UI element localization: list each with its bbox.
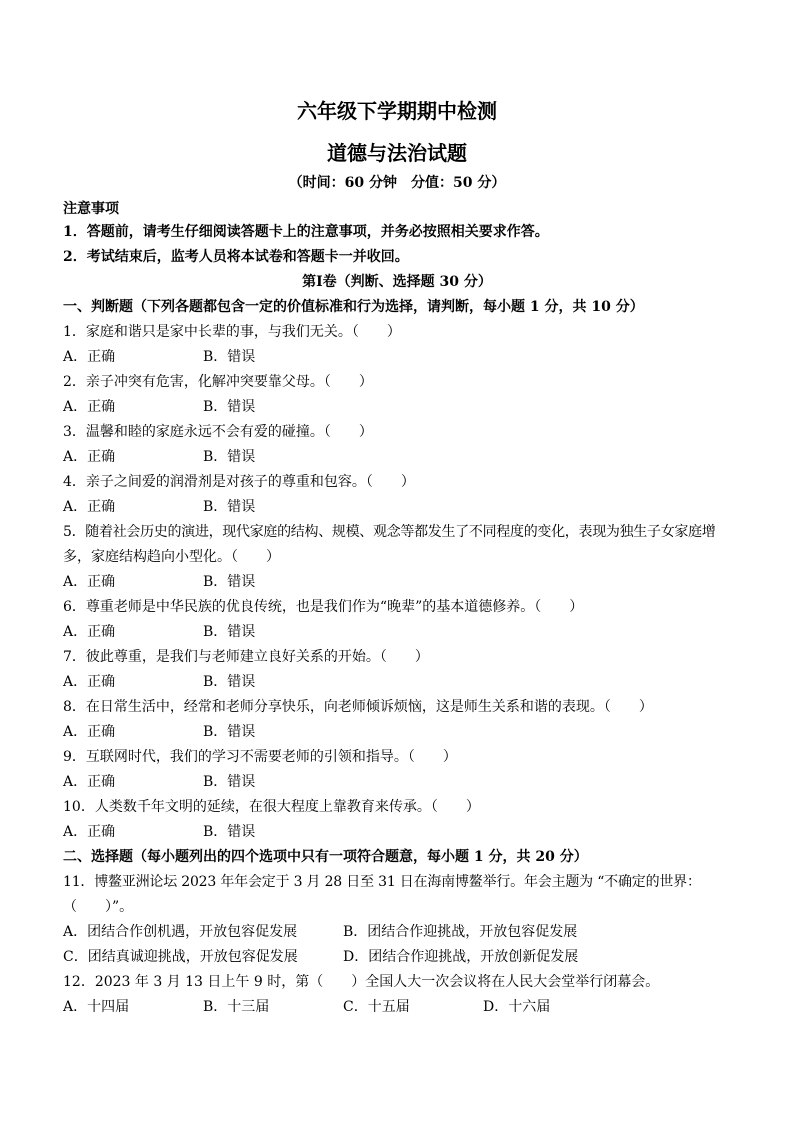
section1-title: 一、判断题（下列各题都包含一定的价值标准和行为选择，请判断，每小题 1 分，共 10 分） xyxy=(63,299,644,315)
q7-option-b: B．错误 xyxy=(203,674,256,690)
q12-option-c: C．十五届 xyxy=(343,999,410,1015)
q10-option-a: A．正确 xyxy=(63,824,116,840)
q11-option-d: D．团结合作迎挑战，开放创新促发展 xyxy=(343,949,579,965)
volume-title: 第Ⅰ卷（判断、选择题 30 分） xyxy=(302,274,492,290)
question-1: 1．家庭和谐只是家中长辈的事，与我们无关。（ ） xyxy=(63,324,401,340)
q4-option-b: B．错误 xyxy=(203,499,256,515)
question-3: 3．温馨和睦的家庭永远不会有爱的碰撞。（ ） xyxy=(63,424,373,440)
question-5: 5．随着社会历史的演进，现代家庭的结构、规模、观念等都发生了不同程度的变化，表现为独生子女家庭增 xyxy=(63,524,716,540)
q2-option-b: B．错误 xyxy=(203,399,256,415)
time-score-info: （时间：60 分钟 分值：50 分） xyxy=(288,175,506,191)
q5-option-b: B．错误 xyxy=(203,574,256,590)
q6-option-b: B．错误 xyxy=(203,624,256,640)
question-8: 8．在日常生活中，经常和老师分享快乐，向老师倾诉烦恼，这是师生关系和谐的表现。（ ） xyxy=(63,699,653,715)
q12-option-a: A．十四届 xyxy=(63,999,130,1015)
q1-option-a: A．正确 xyxy=(63,349,116,365)
q12-option-d: D．十六届 xyxy=(483,999,551,1015)
q4-option-a: A．正确 xyxy=(63,499,116,515)
q7-option-a: A．正确 xyxy=(63,674,116,690)
question-9: 9．互联网时代，我们的学习不需要老师的引领和指导。（ ） xyxy=(63,749,457,765)
question-4: 4．亲子之间爱的润滑剂是对孩子的尊重和包容。（ ） xyxy=(63,474,415,490)
notice-item-2: 2．考试结束后，监考人员将本试卷和答题卡一并收回。 xyxy=(63,249,409,265)
q12-option-b: B．十三届 xyxy=(203,999,270,1015)
q8-option-b: B．错误 xyxy=(203,724,256,740)
q11-option-c: C．团结真诚迎挑战，开放包容促发展 xyxy=(63,949,298,965)
q11-option-a: A．团结合作创机遇，开放包容促发展 xyxy=(63,924,298,940)
q2-option-a: A．正确 xyxy=(63,399,116,415)
exam-subtitle: 道德与法治试题 xyxy=(327,141,467,165)
question-7: 7．彼此尊重，是我们与老师建立良好关系的开始。（ ） xyxy=(63,649,429,665)
q9-option-a: A．正确 xyxy=(63,774,116,790)
question-11-cont: （ ）”。 xyxy=(63,899,134,915)
q9-option-b: B．错误 xyxy=(203,774,256,790)
notice-item-1: 1．答题前，请考生仔细阅读答题卡上的注意事项，并务必按照相关要求作答。 xyxy=(63,224,549,240)
q3-option-a: A．正确 xyxy=(63,449,116,465)
notice-heading: 注意事项 xyxy=(63,201,119,217)
question-6: 6．尊重老师是中华民族的优良传统，也是我们作为“晚辈”的基本道德修养。（ ） xyxy=(63,599,584,615)
q6-option-a: A．正确 xyxy=(63,624,116,640)
question-11: 11．博鳌亚洲论坛 2023 年年会定于 3 月 28 日至 31 日在海南博鳌举行。年会主题为 “不确定的世界： xyxy=(63,874,701,890)
question-5-cont: 多，家庭结构趋向小型化。（ ） xyxy=(63,549,280,565)
q10-option-b: B．错误 xyxy=(203,824,256,840)
q5-option-a: A．正确 xyxy=(63,574,116,590)
q11-option-b: B．团结合作迎挑战，开放包容促发展 xyxy=(343,924,578,940)
exam-title: 六年级下学期期中检测 xyxy=(297,99,497,123)
q1-option-b: B．错误 xyxy=(203,349,256,365)
section2-title: 二、选择题（每小题列出的四个选项中只有一项符合题意，每小题 1 分，共 20 分） xyxy=(63,849,588,865)
q8-option-a: A．正确 xyxy=(63,724,116,740)
question-2: 2．亲子冲突有危害，化解冲突要靠父母。（ ） xyxy=(63,374,373,390)
question-10: 10．人类数千年文明的延续，在很大程度上靠教育来传承。（ ） xyxy=(63,799,480,815)
q3-option-b: B．错误 xyxy=(203,449,256,465)
question-12: 12．2023 年 3 月 13 日上午 9 时，第（ ）全国人大一次会议将在人民大会堂举行闭幕会。 xyxy=(63,974,660,990)
